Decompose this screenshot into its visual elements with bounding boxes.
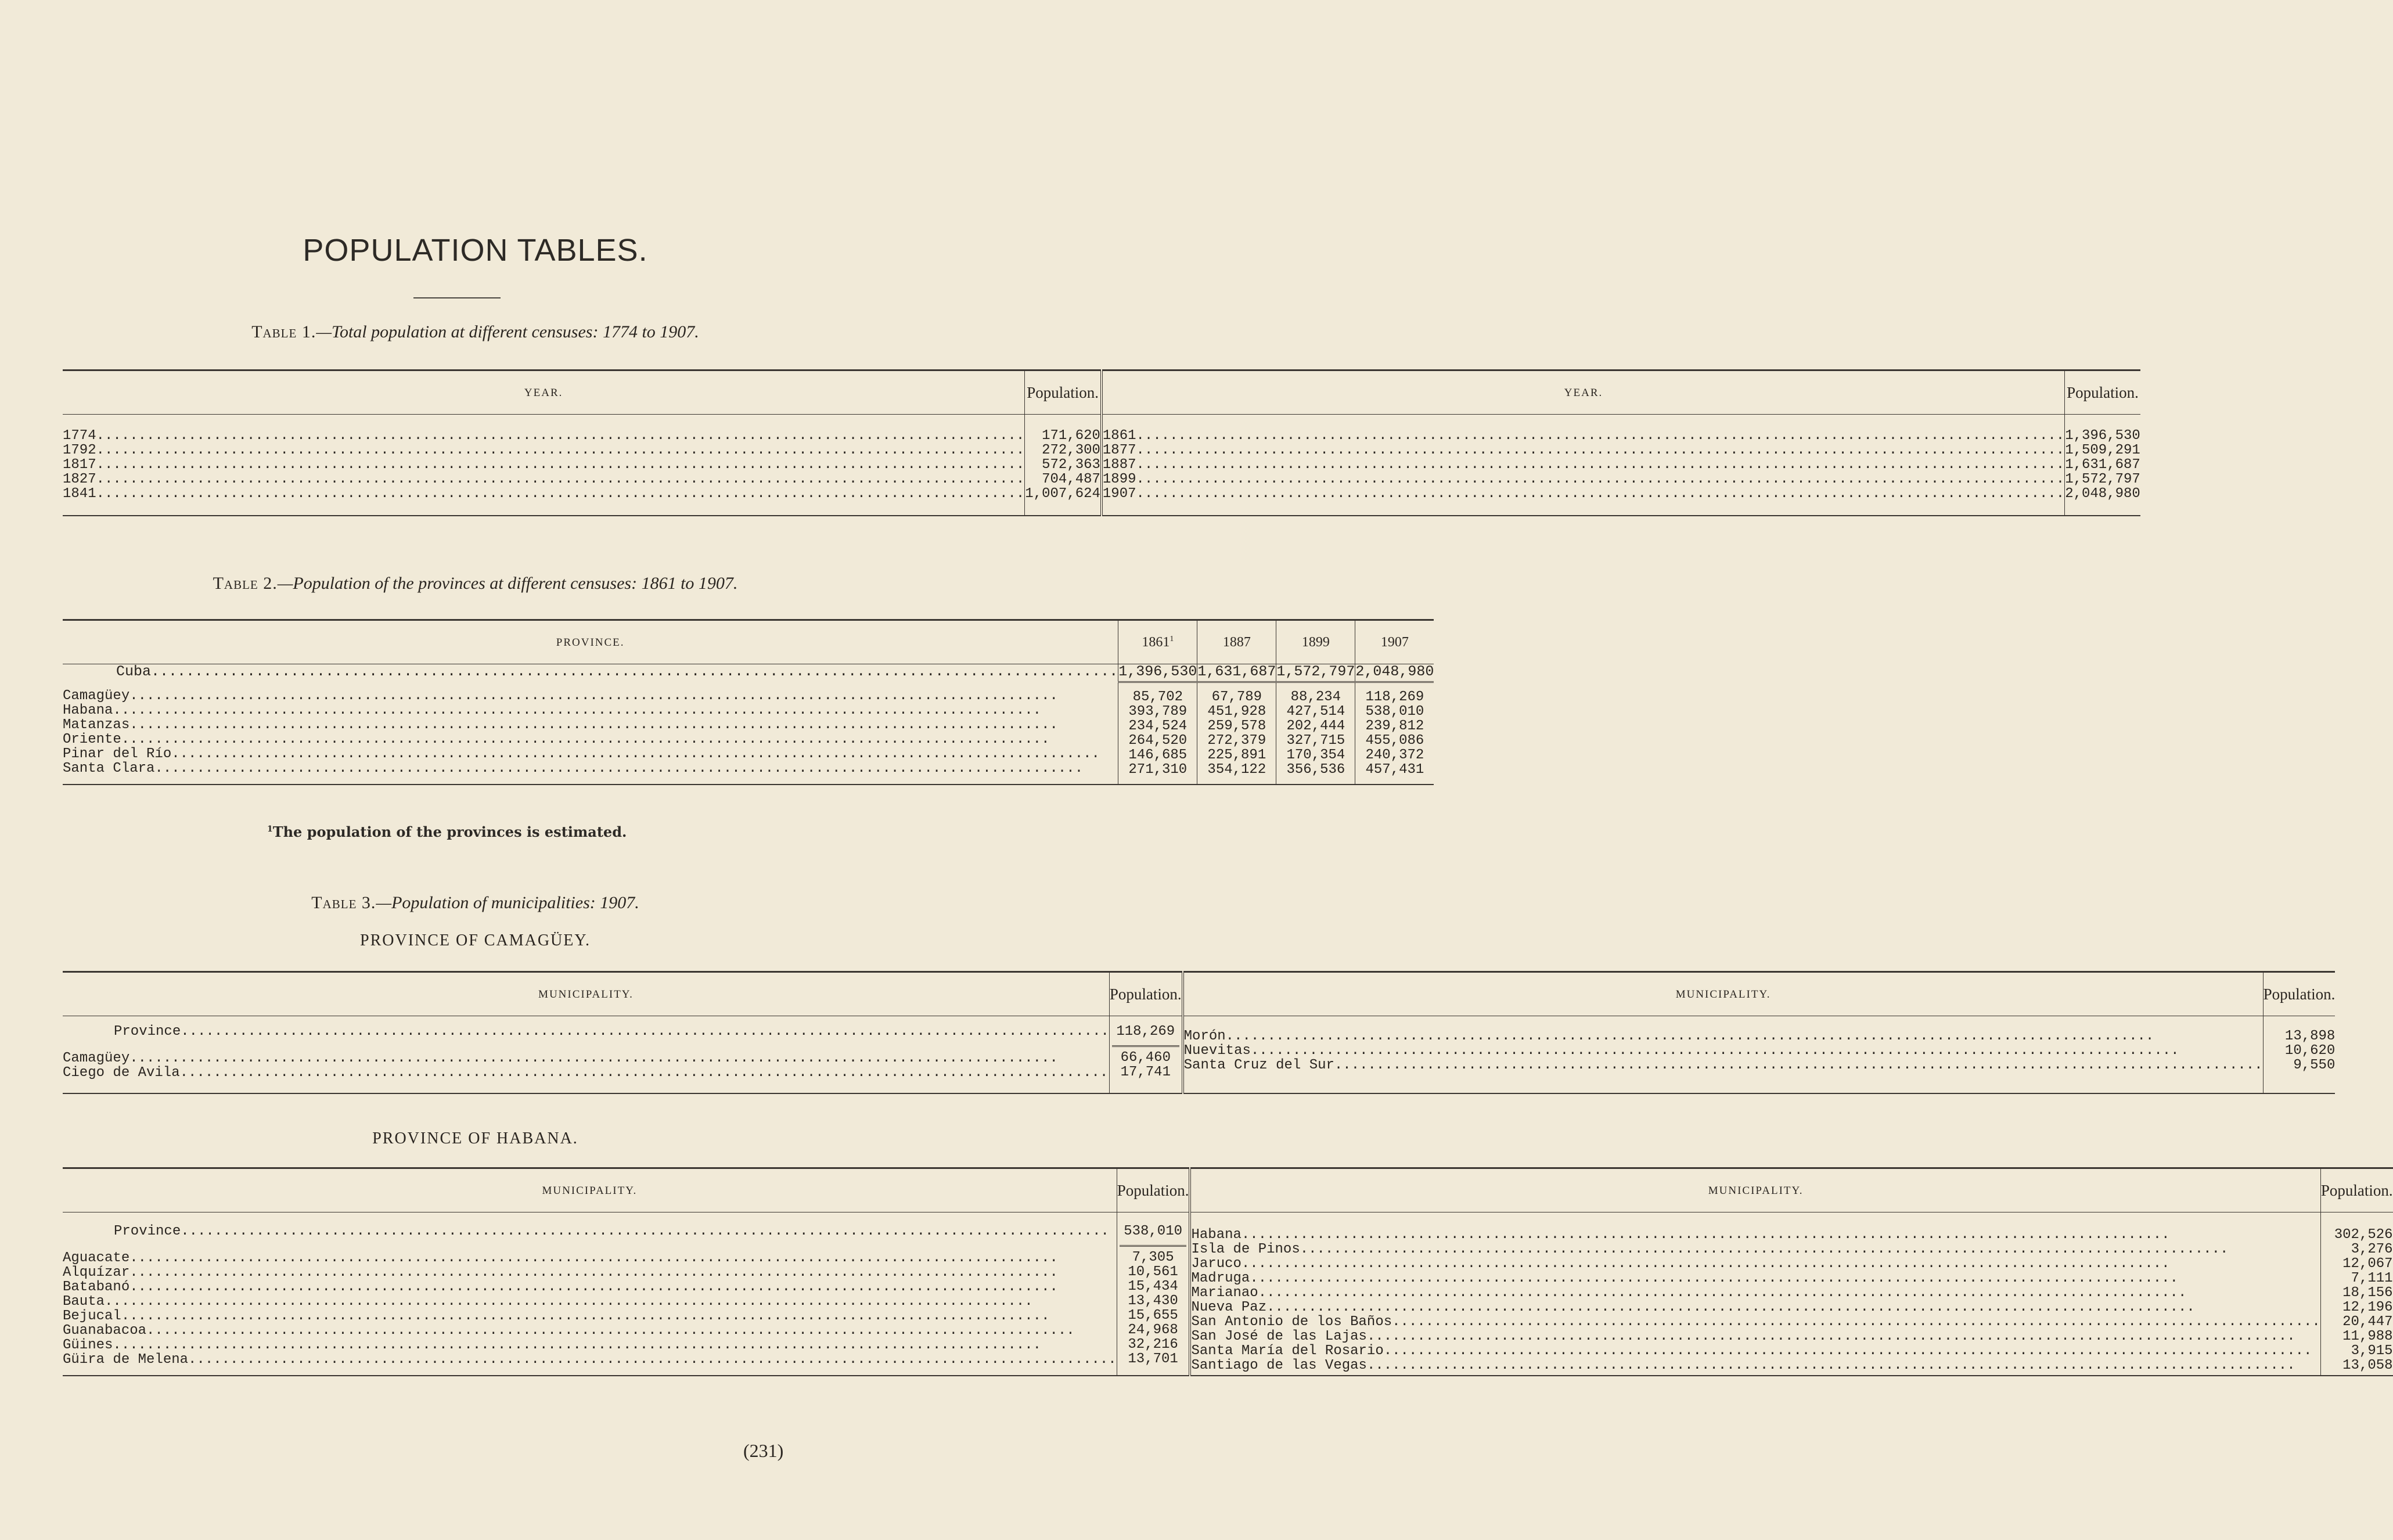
population-cell: 9,550 (2293, 1057, 2336, 1073)
province-name: Matanzas (63, 717, 130, 733)
table-row (1103, 429, 2064, 443)
value-cell: 239,812 (1365, 718, 1424, 734)
table-row (1191, 1257, 2320, 1271)
table2-province-names (63, 682, 1118, 785)
camaguey-right-names (1183, 1016, 2263, 1094)
municipality-name: Ciego de Avila (63, 1065, 180, 1081)
population-cell: 13,701 (1128, 1351, 1178, 1367)
value-cell: 354,122 (1207, 761, 1266, 778)
table-row (63, 487, 1024, 501)
population-cell: 12,067 (2342, 1256, 2393, 1272)
population-cell: 13,898 (2284, 1028, 2336, 1044)
municipality-name: Santiago de las Vegas (1191, 1358, 1367, 1373)
table-row (1191, 1315, 2320, 1329)
year-cell: 1774 (63, 428, 96, 444)
population-cell: 1,572,797 (2065, 472, 2140, 487)
table-row (1184, 1058, 2263, 1073)
population-cell: 272,300 (1042, 442, 1100, 458)
habana-left-values (1117, 1212, 1190, 1376)
value-cell: 88,234 (1290, 689, 1341, 705)
table-row (63, 747, 1118, 761)
municipality-name: Santa María del Rosario (1191, 1343, 1384, 1359)
table-row (1191, 1344, 2320, 1358)
population-cell: 704,487 (1042, 472, 1100, 487)
table2-col-1861 (1118, 682, 1197, 785)
municipality-name: Santa Cruz del Sur (1183, 1057, 1334, 1073)
table-row (63, 1323, 1117, 1338)
table1-rows-left (63, 429, 1024, 501)
population-cell: 18,156 (2342, 1285, 2393, 1301)
table1-years-left (63, 415, 1025, 516)
table3-caption (0, 893, 951, 913)
municipality-name: Madruga (1191, 1271, 1250, 1286)
title-rule (413, 297, 501, 298)
municipality-name: Güira de Melena (63, 1352, 189, 1368)
table2-caption-text: —Population of the provinces at different censuses: 1861 to 1907. (277, 574, 738, 593)
municipality-name: San Antonio de los Baños (1191, 1314, 1392, 1330)
camaguey-left-names (63, 1016, 1109, 1094)
table1-caption (0, 322, 951, 342)
table-row (63, 1352, 1117, 1367)
table-row (63, 703, 1118, 718)
province-name: Oriente (63, 732, 121, 747)
municipality-name: Jaruco (1191, 1256, 1242, 1272)
year-cell: 1841 (63, 486, 96, 502)
habana-header-municipality-right: MUNICIPALITY. (1190, 1168, 2320, 1212)
table1-caption-text: —Total population at different censuses: 1774 to 1907. (316, 322, 699, 341)
table-row (63, 761, 1118, 776)
habana-header-population-right: Population. (2320, 1168, 2392, 1212)
municipality-name: Güines (63, 1337, 113, 1353)
table-row (63, 429, 1024, 443)
table-row (1191, 1242, 2320, 1257)
table-row (1191, 1228, 2320, 1242)
table2-col-1907 (1355, 682, 1434, 785)
municipality-name: Aguacate (63, 1250, 130, 1266)
total-name-cell (63, 664, 1118, 682)
province-name: Cuba (116, 663, 152, 680)
year-cell: 1907 (1102, 486, 1136, 502)
table2-header-1899: 1899 (1276, 620, 1355, 664)
municipality-name: Bauta (63, 1294, 105, 1309)
table2-header-province: PROVINCE. (63, 620, 1118, 664)
camaguey-right-values (2263, 1016, 2335, 1094)
table1-header-population-left: Population. (1025, 370, 1102, 415)
value-cell: 538,010 (1365, 703, 1424, 719)
table-row (63, 1265, 1117, 1280)
population-cell: 15,655 (1128, 1308, 1178, 1323)
value-cell: 264,520 (1128, 732, 1187, 749)
table-row (1191, 1358, 2320, 1373)
table3-label: Table 3. (311, 893, 376, 912)
population-cell: 32,216 (1128, 1337, 1178, 1352)
table-row (63, 472, 1024, 487)
table-row (63, 458, 1024, 472)
table-row (63, 689, 1118, 703)
page-title: POPULATION TABLES. (303, 233, 648, 268)
year-cell: 1877 (1102, 442, 1136, 458)
population-cell: 1,007,624 (1025, 486, 1100, 502)
population-cell: 20,447 (2342, 1314, 2393, 1330)
population-cell: 1,631,687 (2065, 457, 2140, 473)
value-cell: 118,269 (1365, 689, 1424, 705)
value-cell: 85,702 (1132, 689, 1183, 705)
table2-caption (0, 574, 951, 593)
table-row (1184, 1029, 2263, 1044)
population-cell: 171,620 (1042, 428, 1100, 444)
value-cell: 170,354 (1286, 747, 1345, 763)
habana-left-names (63, 1212, 1117, 1376)
population-cell: 10,561 (1128, 1264, 1178, 1280)
header-year-label: 1861 (1142, 634, 1170, 650)
population-cell: 17,741 (1120, 1064, 1171, 1080)
population-cell: 12,196 (2342, 1300, 2393, 1315)
habana-right-values (2320, 1212, 2392, 1376)
province-name: Habana (63, 703, 113, 718)
table2-header-1907: 1907 (1355, 620, 1434, 664)
table-row (63, 1024, 1109, 1045)
table2-label: Table 2. (213, 574, 278, 593)
footnote-marker: 1 (1169, 634, 1174, 643)
population-cell: 118,269 (1116, 1024, 1175, 1039)
municipality-name: Province (114, 1224, 181, 1239)
camaguey-header-population-left: Population. (1109, 972, 1182, 1016)
table2-header-1887: 1887 (1197, 620, 1276, 664)
camaguey-left-values (1109, 1016, 1182, 1094)
value-cell: 327,715 (1286, 732, 1345, 749)
province-name: Pinar del Río (63, 746, 172, 762)
table-row (1103, 487, 2064, 501)
camaguey-heading: PROVINCE OF CAMAGÜEY. (360, 931, 591, 949)
table-row (63, 443, 1024, 458)
subtotal-rule (1112, 1045, 1179, 1047)
table1-years-right (1102, 415, 2065, 516)
table3-habana (63, 1167, 2393, 1376)
year-cell: 1899 (1102, 472, 1136, 487)
value-cell: 393,789 (1128, 703, 1187, 719)
value-cell: 451,928 (1207, 703, 1266, 719)
municipality-name: Bejucal (63, 1308, 121, 1324)
total-value: 1,631,687 (1197, 664, 1276, 682)
province-name: Camagüey (63, 688, 130, 704)
population-cell: 10,620 (2284, 1043, 2336, 1059)
municipality-name: Province (114, 1024, 181, 1039)
population-cell: 66,460 (1120, 1050, 1171, 1066)
population-cell: 3,915 (2351, 1343, 2393, 1359)
municipality-name: Morón (1183, 1028, 1226, 1044)
table1-header-year-right: YEAR. (1102, 370, 2065, 415)
value-cell: 234,524 (1128, 718, 1187, 734)
table1-values-left (1025, 415, 1102, 516)
table-row (63, 1309, 1117, 1323)
table-row (63, 1066, 1109, 1080)
table3-camaguey (63, 971, 2335, 1094)
camaguey-header-population-right: Population. (2263, 972, 2335, 1016)
value-cell: 272,379 (1207, 732, 1266, 749)
table-row (63, 1294, 1117, 1309)
population-cell: 13,430 (1128, 1293, 1178, 1309)
municipality-name: Marianao (1191, 1285, 1258, 1301)
table-row (1191, 1271, 2320, 1286)
table2-header-1861 (1118, 620, 1197, 664)
table-row (1103, 458, 2064, 472)
population-cell: 302,526 (2334, 1227, 2393, 1243)
province-name: Santa Clara (63, 761, 155, 776)
table-row (63, 1280, 1117, 1294)
value-cell: 271,310 (1128, 761, 1187, 778)
total-value: 2,048,980 (1355, 664, 1434, 682)
table3-caption-text: —Population of municipalities: 1907. (376, 893, 639, 912)
subtotal-rule (1120, 1245, 1187, 1247)
population-cell: 15,434 (1128, 1279, 1178, 1294)
page-number: (231) (743, 1440, 784, 1461)
table2-total-row (63, 664, 1434, 682)
table1-header-year-left: YEAR. (63, 370, 1025, 415)
value-cell: 202,444 (1286, 718, 1345, 734)
table-row (63, 1051, 1109, 1066)
table-row (63, 1251, 1117, 1265)
municipality-name: Nuevitas (1183, 1043, 1251, 1059)
total-value: 1,396,530 (1118, 664, 1197, 682)
value-cell: 67,789 (1211, 689, 1262, 705)
table2 (63, 619, 1434, 785)
total-value: 1,572,797 (1276, 664, 1355, 682)
table-row (1191, 1300, 2320, 1315)
year-cell: 1861 (1102, 428, 1136, 444)
table1 (63, 369, 2140, 516)
municipality-name: Alquízar (63, 1265, 130, 1280)
value-cell: 240,372 (1365, 747, 1424, 763)
habana-header-municipality-left: MUNICIPALITY. (63, 1168, 1117, 1212)
table1-label: Table 1. (251, 322, 316, 341)
municipality-name: Camagüey (63, 1050, 130, 1066)
year-cell: 1792 (63, 442, 96, 458)
value-cell: 356,536 (1286, 761, 1345, 778)
population-cell: 7,305 (1132, 1250, 1174, 1265)
municipality-name: Batabanó (63, 1279, 130, 1295)
table2-col-1887 (1197, 682, 1276, 785)
year-cell: 1817 (63, 457, 96, 473)
population-cell: 1,396,530 (2065, 428, 2140, 444)
value-cell: 457,431 (1365, 761, 1424, 778)
camaguey-header-municipality-left: MUNICIPALITY. (63, 972, 1109, 1016)
camaguey-header-municipality-right: MUNICIPALITY. (1183, 972, 2263, 1016)
table-row (63, 732, 1118, 747)
year-cell: 1887 (1102, 457, 1136, 473)
table-row (1103, 443, 2064, 458)
municipality-name: Nueva Paz (1191, 1300, 1267, 1315)
table-row (63, 718, 1118, 732)
table-row (63, 1338, 1117, 1352)
population-cell: 11,988 (2342, 1329, 2393, 1344)
footnote-marker: 1 (267, 825, 273, 834)
habana-header-population-left: Population. (1117, 1168, 1190, 1212)
table-row (1191, 1286, 2320, 1300)
table1-header-population-right: Population. (2065, 370, 2140, 415)
value-cell: 146,685 (1128, 747, 1187, 763)
table-row (1184, 1044, 2263, 1058)
population-cell: 2,048,980 (2065, 486, 2140, 502)
value-cell: 427,514 (1286, 703, 1345, 719)
population-cell: 7,111 (2351, 1271, 2393, 1286)
habana-right-names (1190, 1212, 2320, 1376)
value-cell: 259,578 (1207, 718, 1266, 734)
table-row (1103, 472, 2064, 487)
population-cell: 572,363 (1042, 457, 1100, 473)
population-cell: 3,276 (2351, 1242, 2393, 1257)
table1-values-right (2065, 415, 2140, 516)
table-row (63, 1224, 1117, 1245)
population-cell: 24,968 (1128, 1322, 1178, 1338)
population-cell: 1,509,291 (2065, 442, 2140, 458)
population-cell: 538,010 (1124, 1224, 1183, 1239)
municipality-name: Habana (1191, 1227, 1242, 1243)
municipality-name: San José de las Lajas (1191, 1329, 1367, 1344)
value-cell: 225,891 (1207, 747, 1266, 763)
value-cell: 455,086 (1365, 732, 1424, 749)
table2-footnote (267, 823, 627, 840)
footnote-text: The population of the provinces is estimated. (272, 823, 627, 840)
population-cell: 13,058 (2342, 1358, 2393, 1373)
table2-col-1899 (1276, 682, 1355, 785)
habana-heading: PROVINCE OF HABANA. (372, 1129, 578, 1147)
table-row (1191, 1329, 2320, 1344)
municipality-name: Isla de Pinos (1191, 1242, 1300, 1257)
year-cell: 1827 (63, 472, 96, 487)
municipality-name: Guanabacoa (63, 1323, 147, 1338)
